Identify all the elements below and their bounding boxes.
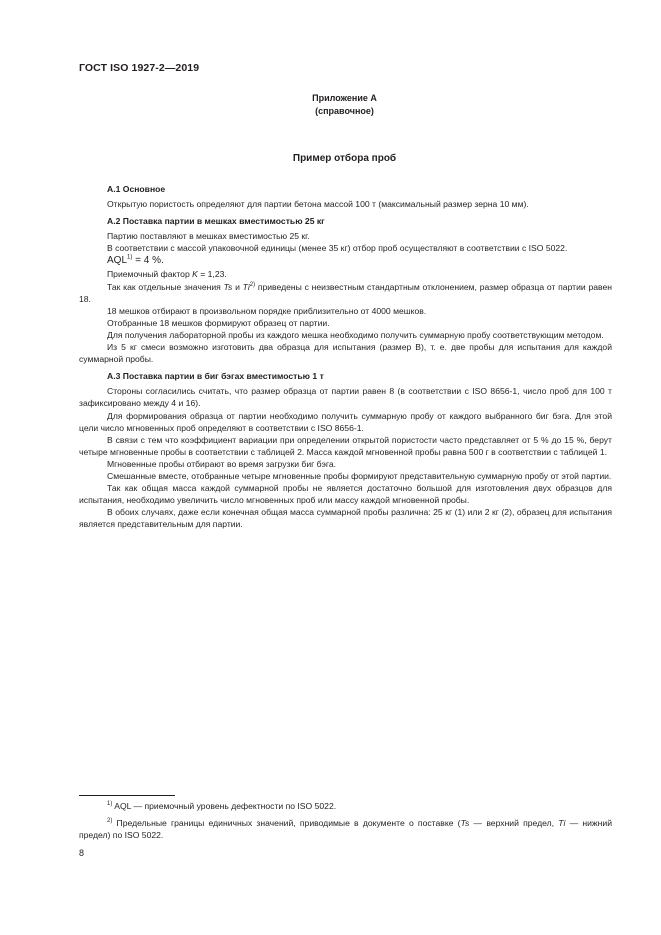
paragraph: 18 мешков отбирают в произвольном порядке приблизительно от 4000 мешков. — [107, 305, 427, 316]
document-number: ГОСТ ISO 1927-2—2019 — [79, 62, 200, 74]
paragraph: В обоих случаях, даже если конечная общая масса суммарной пробы различна: 25 кг (1) или 2 кг (2), образец для испытания является представительным для партии. — [79, 507, 612, 530]
paragraph: Так как общая масса каждой суммарной пробы не является достаточно большой для изготовления двух образцов для испытания, необходимо увеличить число мгновенных проб или массу каждой мгновенной пробы. — [79, 483, 612, 506]
document-body — [79, 183, 612, 530]
paragraph: Так как отдельные значения Ts и Ti$^{2)}$ приведены с неизвестным стандартным отклонением, размер образца от партии равен 18. — [79, 281, 612, 304]
paragraph: Для формирования образца от партии необходимо получить суммарную пробу от каждого выбранного биг бэга. Для этой цели число мгновенных проб определяют в соответствии с ISO 8656-1. — [79, 410, 612, 433]
paragraph: Приемочный фактор K = 1,23. — [107, 269, 227, 280]
annex-title: Приложение А — [312, 93, 377, 103]
footnote-2: $^{2)}$ Предельные границы единичных значений, приводимые в документе о поставке (Ts — верхний предел, Ti — нижний предел) по ISO 5022. — [79, 818, 613, 841]
paragraph: Для получения лабораторной пробы из каждого мешка необходимо получить суммарную пробу соответствующим методом. — [107, 329, 604, 340]
paragraph: Стороны согласились считать, что размер образца от партии равен 8 (в соответствии с ISO 8656-1, число проб для 100 т зафиксировано между 4 и 16). — [79, 386, 612, 409]
page-title: Пример отбора проб — [292, 153, 397, 164]
footnote-divider — [79, 795, 175, 796]
footnotes — [79, 795, 612, 846]
footnote-ref: 1) — [127, 255, 133, 262]
paragraph: Отобранные 18 мешков формируют образец от партии. — [107, 317, 330, 328]
paragraph: В соответствии с массой упаковочной единицы (менее 35 кг) отбор проб осуществляют в соответствии с ISO 5022. — [107, 243, 568, 254]
page-number: 8 — [79, 848, 85, 858]
paragraph: Мгновенные пробы отбирают во время загрузки биг бэга. — [107, 458, 336, 469]
paragraph: Смешанные вместе, отобранные четыре мгновенные пробы формируют представительную суммарную пробу от этой партии. — [107, 470, 612, 481]
section-heading-a3: А.3 Поставка партии в биг бэгах вместимостью 1 т — [107, 371, 324, 382]
section-heading-a2: А.2 Поставка партии в мешках вместимостью 25 кг — [107, 216, 325, 227]
aql-line: $AQL^{1)} = 4$ %. — [107, 255, 164, 267]
paragraph: Партию поставляют в мешках вместимостью 25 кг. — [107, 231, 310, 242]
paragraph: Из 5 кг смеси возможно изготовить два образца для испытания (размер В), т. е. две пробы для испытания для каждой суммарной пробы. — [79, 342, 612, 365]
annex-subtitle: (справочное) — [315, 106, 374, 116]
footnote-1: $^{1)}$ AQL — приемочный уровень дефектности по ISO 5022. — [107, 801, 337, 811]
paragraph: Открытую пористость определяют для партии бетона массой 100 т (максимальный размер зерна 10 мм). — [107, 199, 529, 210]
footnote-ref: 2) — [249, 281, 256, 288]
paragraph: В связи с тем что коэффициент вариации при определении открытой пористости часто представляет от 5 % до 15 %, берут четыре мгновенные пробы в соответствии с таблицей 2. Масса каждой мгновенной пробы равна 500 г в соответствии с таблицей 1. — [79, 434, 612, 457]
section-heading-a1: А.1 Основное — [107, 184, 166, 194]
